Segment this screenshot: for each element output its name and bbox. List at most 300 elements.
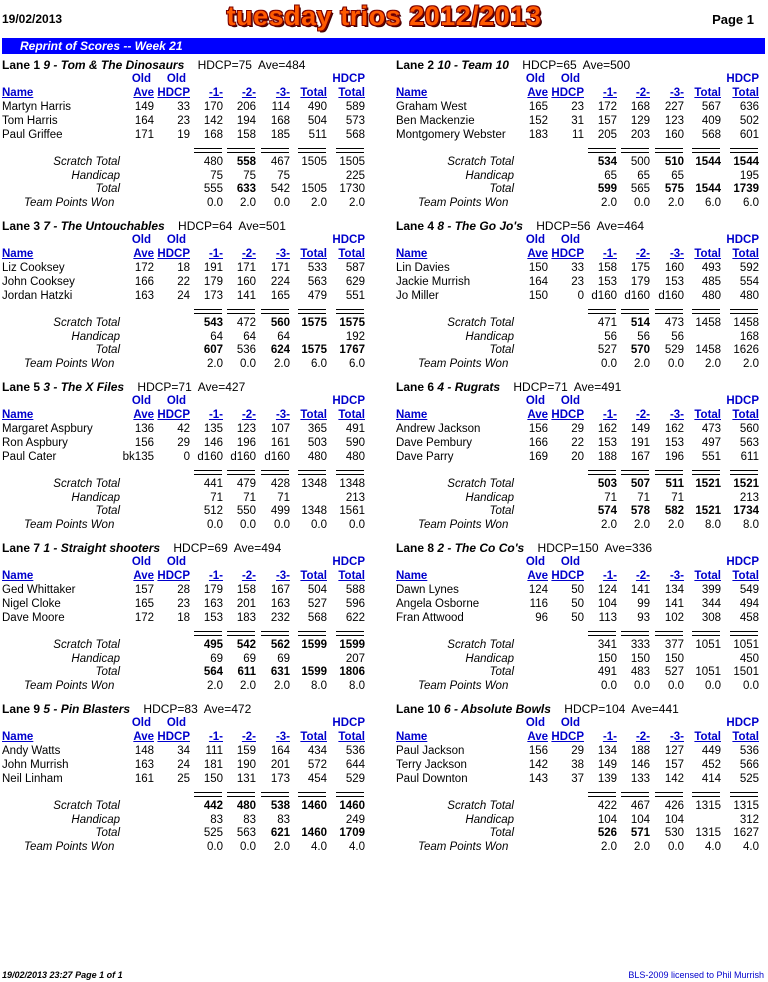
scratch-total-value: 473: [664, 317, 684, 329]
team-points-value: 2.0: [274, 679, 290, 692]
team-points-value: 6.0: [705, 196, 721, 209]
scratch-total-value: 503: [597, 478, 617, 490]
player-score: 232: [270, 612, 290, 624]
player-score: 568: [701, 129, 721, 141]
grand-total-value: 1730: [339, 183, 365, 195]
handicap-total-value: 168: [739, 330, 759, 343]
team-name: 10 - Team 10: [437, 58, 509, 72]
team-points-value: 2.0: [240, 679, 256, 692]
total-separator: [298, 470, 326, 475]
team-name: 1 - Straight shooters: [43, 541, 161, 555]
col-head-old-ave: Old: [525, 234, 545, 246]
scratch-total-value: 442: [203, 800, 223, 812]
player-score: 567: [701, 101, 721, 113]
lane-title: [396, 58, 630, 72]
player-score: 50: [571, 612, 584, 624]
lane-block: [2, 702, 374, 857]
team-points-label: Team Points Won: [418, 196, 509, 209]
team-name: 7 - The Untouchables: [43, 219, 165, 233]
scratch-total-value: 1458: [733, 317, 759, 329]
player-score: 434: [307, 745, 327, 757]
col-head-game3: -3-: [275, 731, 290, 743]
player-score: 93: [637, 612, 650, 624]
team-points-value: 0.0: [349, 518, 365, 531]
player-score: 601: [739, 129, 759, 141]
player-score: 102: [664, 612, 684, 624]
col-head-old-hdcp: Old: [166, 73, 186, 85]
team-points-value: 2.0: [207, 357, 223, 370]
total-separator: [692, 470, 720, 475]
col-head-game2: -2-: [241, 87, 256, 99]
handicap-total-value: 150: [664, 652, 684, 665]
handicap-total-value: 71: [637, 491, 650, 504]
team-points-value: 0.0: [634, 679, 650, 692]
player-score: 188: [630, 745, 650, 757]
player-score: 113: [598, 612, 617, 624]
team-points-value: 0.0: [240, 357, 256, 370]
player-score: 503: [307, 437, 327, 449]
player-score: 127: [664, 745, 684, 757]
handicap-total-value: 64: [243, 330, 256, 343]
player-name: Andrew Jackson: [396, 423, 481, 435]
team-points-value: 0.0: [207, 518, 223, 531]
player-score: 153: [664, 276, 684, 288]
col-head-game2: -2-: [635, 87, 650, 99]
player-score: 160: [236, 276, 256, 288]
grand-total-value: 621: [270, 827, 290, 839]
col-head-total: Total: [300, 87, 327, 99]
team-points-value: 4.0: [705, 840, 721, 853]
lane-block: [2, 219, 374, 374]
team-points-value: 2.0: [634, 357, 650, 370]
player-score: 560: [739, 423, 759, 435]
scratch-total-value: 510: [664, 156, 684, 168]
col-head-total: Total: [694, 409, 721, 421]
handicap-total-value: 225: [345, 169, 365, 182]
player-name: Dave Parry: [396, 451, 454, 463]
lane-block: [2, 541, 374, 696]
col-head-game3: -3-: [275, 409, 290, 421]
handicap-total-value: 150: [630, 652, 650, 665]
total-separator: [298, 792, 326, 797]
player-score: 99: [637, 598, 650, 610]
player-score: d160: [591, 290, 617, 302]
handicap-total-value: 69: [243, 652, 256, 665]
grand-total-value: 1806: [339, 666, 365, 678]
player-score: 365: [307, 423, 327, 435]
player-score: 135: [203, 423, 223, 435]
col-head-game3: -3-: [275, 248, 290, 260]
player-score: 23: [571, 276, 584, 288]
player-score: 23: [177, 598, 190, 610]
total-separator: [298, 148, 326, 153]
handicap-total-value: 71: [210, 491, 223, 504]
scratch-total-value: 543: [203, 317, 223, 329]
scratch-total-value: 1348: [301, 478, 327, 490]
player-score: 153: [664, 437, 684, 449]
team-info: HDCP=104 Ave=441: [550, 702, 679, 716]
scratch-total-value: 1521: [733, 478, 759, 490]
col-head-game1: -1-: [208, 570, 223, 582]
team-points-value: 2.0: [274, 840, 290, 853]
team-name: 9 - Tom & The Dinosaurs: [43, 58, 185, 72]
team-points-value: 0.0: [668, 679, 684, 692]
scratch-total-value: 428: [270, 478, 290, 490]
player-score: 129: [630, 115, 650, 127]
grand-total-value: 1460: [301, 827, 327, 839]
grand-total-value: 1051: [695, 666, 721, 678]
grand-total-value: 564: [203, 666, 223, 678]
grand-total-value: 1505: [301, 183, 327, 195]
lane-title: [396, 380, 621, 394]
player-score: 175: [630, 262, 650, 274]
scratch-total-label: Scratch Total: [53, 639, 120, 651]
scratch-total-value: 538: [270, 800, 290, 812]
lane-number: Lane 5: [2, 380, 44, 394]
player-score: 157: [597, 115, 617, 127]
team-points-value: 0.0: [705, 679, 721, 692]
col-head-hdcp-val: HDCP: [157, 248, 190, 260]
player-score: 589: [345, 101, 365, 113]
col-head-ave: Ave: [527, 570, 548, 582]
player-score: 160: [664, 129, 684, 141]
player-score: 563: [739, 437, 759, 449]
grand-total-label: Total: [95, 827, 120, 839]
handicap-total-value: 104: [597, 813, 617, 826]
total-separator: [261, 309, 289, 314]
col-head-game2: -2-: [635, 409, 650, 421]
col-head-old-ave: Old: [525, 73, 545, 85]
grand-total-value: 607: [203, 344, 223, 356]
team-points-value: 2.0: [207, 679, 223, 692]
player-score: 162: [597, 423, 617, 435]
col-head-hdcp-total: Total: [732, 248, 759, 260]
grand-total-value: 1599: [301, 666, 327, 678]
col-head-ave: Ave: [133, 731, 154, 743]
team-name: 4 - Rugrats: [437, 380, 501, 394]
lane-number: Lane 3: [2, 219, 44, 233]
player-score: 536: [345, 745, 365, 757]
page-number: Page 1: [712, 12, 754, 27]
grand-total-value: 1458: [695, 344, 721, 356]
grand-total-value: 599: [597, 183, 617, 195]
player-name: Ged Whittaker: [2, 584, 76, 596]
scratch-total-value: 1315: [733, 800, 759, 812]
handicap-total-value: 207: [345, 652, 365, 665]
player-score: 143: [528, 773, 548, 785]
col-head-old-ave: Old: [131, 556, 151, 568]
player-score: 573: [345, 115, 365, 127]
player-score: 123: [664, 115, 684, 127]
grand-total-value: 527: [597, 344, 617, 356]
player-score: 179: [630, 276, 650, 288]
player-score: 142: [664, 773, 684, 785]
team-info: HDCP=83 Ave=472: [130, 702, 252, 716]
grand-total-label: Total: [95, 183, 120, 195]
grand-total-value: 563: [236, 827, 256, 839]
grand-total-value: 1739: [733, 183, 759, 195]
scratch-total-value: 479: [236, 478, 256, 490]
player-score: 168: [270, 115, 290, 127]
player-score: 536: [739, 745, 759, 757]
player-score: 629: [345, 276, 365, 288]
lane-number: Lane 10: [396, 702, 445, 716]
scratch-total-value: 426: [664, 800, 684, 812]
team-points-value: 6.0: [349, 357, 365, 370]
lane-title: [396, 702, 679, 716]
col-head-game3: -3-: [669, 731, 684, 743]
player-score: 414: [701, 773, 721, 785]
scratch-total-value: 511: [665, 478, 684, 490]
col-head-game3: -3-: [669, 87, 684, 99]
player-score: 185: [270, 129, 290, 141]
grand-total-value: 529: [664, 344, 684, 356]
player-score: 156: [528, 423, 548, 435]
player-score: 168: [630, 101, 650, 113]
handicap-total-label: Handicap: [71, 169, 120, 182]
grand-total-value: 491: [597, 666, 617, 678]
team-info: HDCP=65 Ave=500: [508, 58, 631, 72]
col-head-hdcp: HDCP: [726, 73, 759, 85]
grand-total-value: 1734: [733, 505, 759, 517]
player-score: 141: [630, 584, 650, 596]
player-score: 163: [134, 290, 154, 302]
team-name: 2 - The Co Co's: [437, 541, 525, 555]
team-points-value: 2.0: [634, 518, 650, 531]
col-head-old-ave: Old: [131, 395, 151, 407]
scratch-total-value: 333: [630, 639, 650, 651]
player-score: 166: [134, 276, 154, 288]
handicap-total-value: 71: [243, 491, 256, 504]
col-head-hdcp: HDCP: [332, 73, 365, 85]
player-score: 171: [236, 262, 256, 274]
scratch-total-value: 507: [630, 478, 650, 490]
player-score: 502: [739, 115, 759, 127]
player-name: Ben Mackenzie: [396, 115, 475, 127]
handicap-total-value: 312: [739, 813, 759, 826]
player-score: 454: [307, 773, 327, 785]
scratch-total-value: 1051: [733, 639, 759, 651]
scratch-total-value: 467: [630, 800, 650, 812]
total-separator: [336, 631, 364, 636]
scratch-total-label: Scratch Total: [53, 800, 120, 812]
player-score: 590: [345, 437, 365, 449]
player-score: 525: [739, 773, 759, 785]
player-score: 399: [701, 584, 721, 596]
player-score: 480: [739, 290, 759, 302]
team-info: HDCP=150 Ave=336: [524, 541, 653, 555]
col-head-hdcp-val: HDCP: [551, 570, 584, 582]
col-head-game2: -2-: [241, 570, 256, 582]
col-head-hdcp-total: Total: [338, 248, 365, 260]
col-head-total: Total: [694, 248, 721, 260]
col-head-game3: -3-: [275, 87, 290, 99]
scratch-total-value: 422: [597, 800, 617, 812]
team-info: HDCP=75 Ave=484: [184, 58, 306, 72]
col-head-hdcp-total: Total: [732, 87, 759, 99]
grand-total-value: 631: [270, 666, 290, 678]
player-score: 146: [630, 759, 650, 771]
grand-total-value: 575: [664, 183, 684, 195]
player-score: 164: [270, 745, 290, 757]
player-score: d160: [624, 290, 650, 302]
player-score: 160: [664, 262, 684, 274]
player-score: 168: [203, 129, 223, 141]
team-points-value: 8.0: [705, 518, 721, 531]
scratch-total-value: 558: [236, 156, 256, 168]
team-name: 6 - Absolute Bowls: [444, 702, 551, 716]
scratch-total-value: 472: [236, 317, 256, 329]
scratch-total-value: 495: [203, 639, 223, 651]
player-score: 18: [177, 612, 190, 624]
player-score: 592: [739, 262, 759, 274]
col-head-hdcp-total: Total: [732, 731, 759, 743]
handicap-total-value: 213: [739, 491, 759, 504]
team-points-value: 2.0: [705, 357, 721, 370]
scratch-total-value: 377: [664, 639, 684, 651]
col-head-old-hdcp: Old: [560, 556, 580, 568]
player-score: 42: [177, 423, 190, 435]
col-head-game2: -2-: [241, 248, 256, 260]
team-points-label: Team Points Won: [24, 357, 115, 370]
grand-total-label: Total: [95, 505, 120, 517]
player-score: 529: [345, 773, 365, 785]
col-head-name: Name: [396, 570, 428, 582]
total-separator: [621, 309, 649, 314]
handicap-total-value: 83: [277, 813, 290, 826]
grand-total-value: 1501: [733, 666, 759, 678]
player-score: 172: [134, 612, 154, 624]
player-score: 205: [597, 129, 617, 141]
handicap-total-value: 71: [277, 491, 290, 504]
player-score: 149: [630, 423, 650, 435]
grand-total-value: 1709: [339, 827, 365, 839]
col-head-old-ave: Old: [525, 395, 545, 407]
handicap-total-value: 450: [739, 652, 759, 665]
player-score: 491: [345, 423, 365, 435]
handicap-total-label: Handicap: [71, 330, 120, 343]
col-head-ave: Ave: [133, 248, 154, 260]
player-score: 158: [597, 262, 617, 274]
scratch-total-value: 480: [236, 800, 256, 812]
team-points-value: 0.0: [743, 679, 759, 692]
player-score: 165: [528, 101, 548, 113]
team-points-value: 2.0: [668, 518, 684, 531]
player-score: 194: [236, 115, 256, 127]
player-score: 568: [345, 129, 365, 141]
col-head-total: Total: [694, 731, 721, 743]
grand-total-value: 1626: [733, 344, 759, 356]
player-name: John Cooksey: [2, 276, 75, 288]
handicap-total-label: Handicap: [71, 491, 120, 504]
player-score: 203: [630, 129, 650, 141]
col-head-hdcp-val: HDCP: [157, 731, 190, 743]
player-score: 50: [571, 584, 584, 596]
grand-total-value: 536: [236, 344, 256, 356]
team-points-value: 2.0: [240, 196, 256, 209]
col-head-game2: -2-: [635, 248, 650, 260]
grand-total-value: 565: [630, 183, 650, 195]
team-name: 5 - Pin Blasters: [43, 702, 131, 716]
col-head-hdcp: HDCP: [726, 717, 759, 729]
team-points-label: Team Points Won: [24, 196, 115, 209]
player-score: 159: [236, 745, 256, 757]
player-score: 549: [739, 584, 759, 596]
player-score: 551: [345, 290, 365, 302]
col-head-name: Name: [2, 87, 34, 99]
total-separator: [655, 792, 683, 797]
player-name: Martyn Harris: [2, 101, 72, 113]
total-separator: [227, 792, 255, 797]
player-score: d160: [197, 451, 223, 463]
player-score: 29: [571, 423, 584, 435]
player-name: Montgomery Webster: [396, 129, 506, 141]
player-score: 308: [701, 612, 721, 624]
team-points-value: 0.0: [274, 196, 290, 209]
total-separator: [730, 792, 758, 797]
grand-total-value: 550: [236, 505, 256, 517]
player-score: 20: [571, 451, 584, 463]
total-separator: [692, 309, 720, 314]
grand-total-value: 582: [664, 505, 684, 517]
scratch-total-value: 562: [270, 639, 290, 651]
player-name: Lin Davies: [396, 262, 450, 274]
grand-total-value: 530: [664, 827, 684, 839]
grand-total-value: 1767: [339, 344, 365, 356]
total-separator: [621, 470, 649, 475]
handicap-total-value: 56: [637, 330, 650, 343]
grand-total-label: Total: [489, 666, 514, 678]
grand-total-value: 1627: [733, 827, 759, 839]
player-score: 479: [307, 290, 327, 302]
team-points-value: 4.0: [743, 840, 759, 853]
lane-title: [2, 702, 251, 716]
total-separator: [692, 148, 720, 153]
player-score: 38: [571, 759, 584, 771]
player-name: Paul Downton: [396, 773, 468, 785]
player-name: Dave Moore: [2, 612, 65, 624]
col-head-hdcp: HDCP: [332, 234, 365, 246]
player-score: 173: [203, 290, 223, 302]
lane-number: Lane 4: [396, 219, 438, 233]
player-score: 183: [236, 612, 256, 624]
team-points-value: 0.0: [311, 518, 327, 531]
scratch-total-value: 1458: [695, 317, 721, 329]
player-score: 165: [270, 290, 290, 302]
player-score: 480: [307, 451, 327, 463]
player-score: 172: [597, 101, 617, 113]
scratch-total-value: 1575: [339, 317, 365, 329]
total-separator: [588, 792, 616, 797]
col-head-name: Name: [396, 87, 428, 99]
total-separator: [194, 148, 222, 153]
player-score: 24: [177, 759, 190, 771]
team-points-label: Team Points Won: [418, 840, 509, 853]
player-score: 172: [134, 262, 154, 274]
player-name: Terry Jackson: [396, 759, 467, 771]
total-separator: [227, 631, 255, 636]
lane-title: [2, 219, 286, 233]
team-info: HDCP=71 Ave=491: [500, 380, 622, 394]
handicap-total-label: Handicap: [465, 169, 514, 182]
col-head-game2: -2-: [635, 570, 650, 582]
player-score: 33: [177, 101, 190, 113]
total-separator: [194, 792, 222, 797]
player-score: 636: [739, 101, 759, 113]
scratch-total-value: 1505: [301, 156, 327, 168]
scratch-total-value: 471: [597, 317, 617, 329]
player-score: 190: [236, 759, 256, 771]
